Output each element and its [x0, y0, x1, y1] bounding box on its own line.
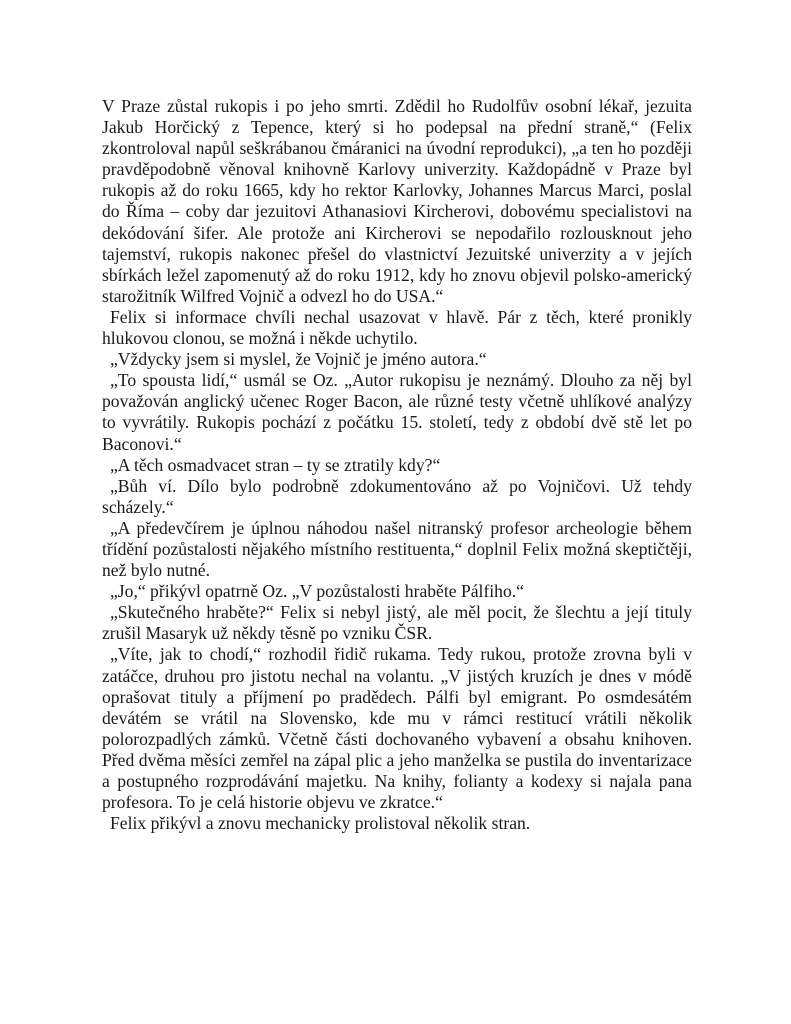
- paragraph-5: „A těch osmadvacet stran – ty se ztratily kdy?“: [110, 454, 441, 475]
- paragraph-1: V Praze zůstal rukopis i po jeho smrti. Zdědil ho Rudolfův osobní lékař, jezuita Jakub Horčický z Tepence, který si ho podepsal na přední straně,“ (Felix zkontroloval napůl seškrábanou čmáranici na úvodní reprodukci), „a ten ho později pravděpodobně věnoval knihovně Karlovy univerzity. Každopádně v Praze byl rukopis až do roku 1665, kdy ho rektor Karlovky, Johannes Marcus Marci, poslal do Říma – coby dar jezuitovi Athanasiovi Kircherovi, dobovému specialistovi na dekódování šifer. Ale protože ani Kircherovi se nepodařilo rozlousknout jeho tajemství, rukopis nakonec přešel do vlastnictví Jezuitské univerzity a v jejích sbírkách ležel zapomenutý až do roku 1912, kdy ho znovu objevil polsko-americký starožitník Wilfred Vojnič a odvezl ho do USA.“: [102, 96, 692, 306]
- paragraph-7: „A předevčírem je úplnou náhodou našel nitranský profesor archeologie během třídění pozůstalosti nějakého místního restituenta,“ doplnil Felix možná skeptičtěji, než bylo nutné.: [102, 517, 692, 581]
- paragraph-3: „Vždycky jsem si myslel, že Vojnič je jméno autora.“: [110, 349, 487, 370]
- paragraph-8: „Jo,“ přikývl opatrně Oz. „V pozůstalosti hraběte Pálfiho.“: [110, 581, 524, 602]
- paragraph-6: „Bůh ví. Dílo bylo podrobně zdokumentováno až po Vojničovi. Už tehdy scházely.“: [102, 475, 692, 517]
- paragraph-9: „Skutečného hraběte?“ Felix si nebyl jistý, ale měl pocit, že šlechtu a její tituly zrušil Masaryk už někdy těsně po vzniku ČSR.: [102, 602, 692, 644]
- paragraph-2: Felix si informace chvíli nechal usazovat v hlavě. Pár z těch, které pronikly hlukovou clonou, se možná i někde uchytilo.: [102, 306, 692, 349]
- paragraph-11: Felix přikývl a znovu mechanicky prolistoval několik stran.: [110, 813, 531, 834]
- paragraph-4: „To spousta lidí,“ usmál se Oz. „Autor rukopisu je neznámý. Dlouho za něj byl považován anglický učenec Roger Bacon, ale různé testy včetně uhlíkové analýzy to vyvrátily. Rukopis pochází z počátku 15. století, tedy z období dvě stě let po Baconovi.“: [102, 370, 692, 454]
- page-body: [102, 96, 692, 834]
- paragraph-10: „Víte, jak to chodí,“ rozhodil řidič rukama. Tedy rukou, protože zrovna byli v zatáčce, druhou pro jistotu nechal na volantu. „V jistých kruzích je dnes v módě oprašovat tituly a příjmení po pradědech. Pálfi byl emigrant. Po osmdesátém devátém se vrátil na Slovensko, kde mu v rámci restitucí vrátili několik polorozpadlých zámků. Včetně části dochovaného vybavení a obsahu knihoven. Před dvěma měsíci zemřel na zápal plic a jeho manželka se pustila do inventarizace a postupného rozprodávání majetku. Na knihy, folianty a kodexy si najala pana profesora. To je celá historie objevu ve zkratce.“: [102, 644, 692, 813]
